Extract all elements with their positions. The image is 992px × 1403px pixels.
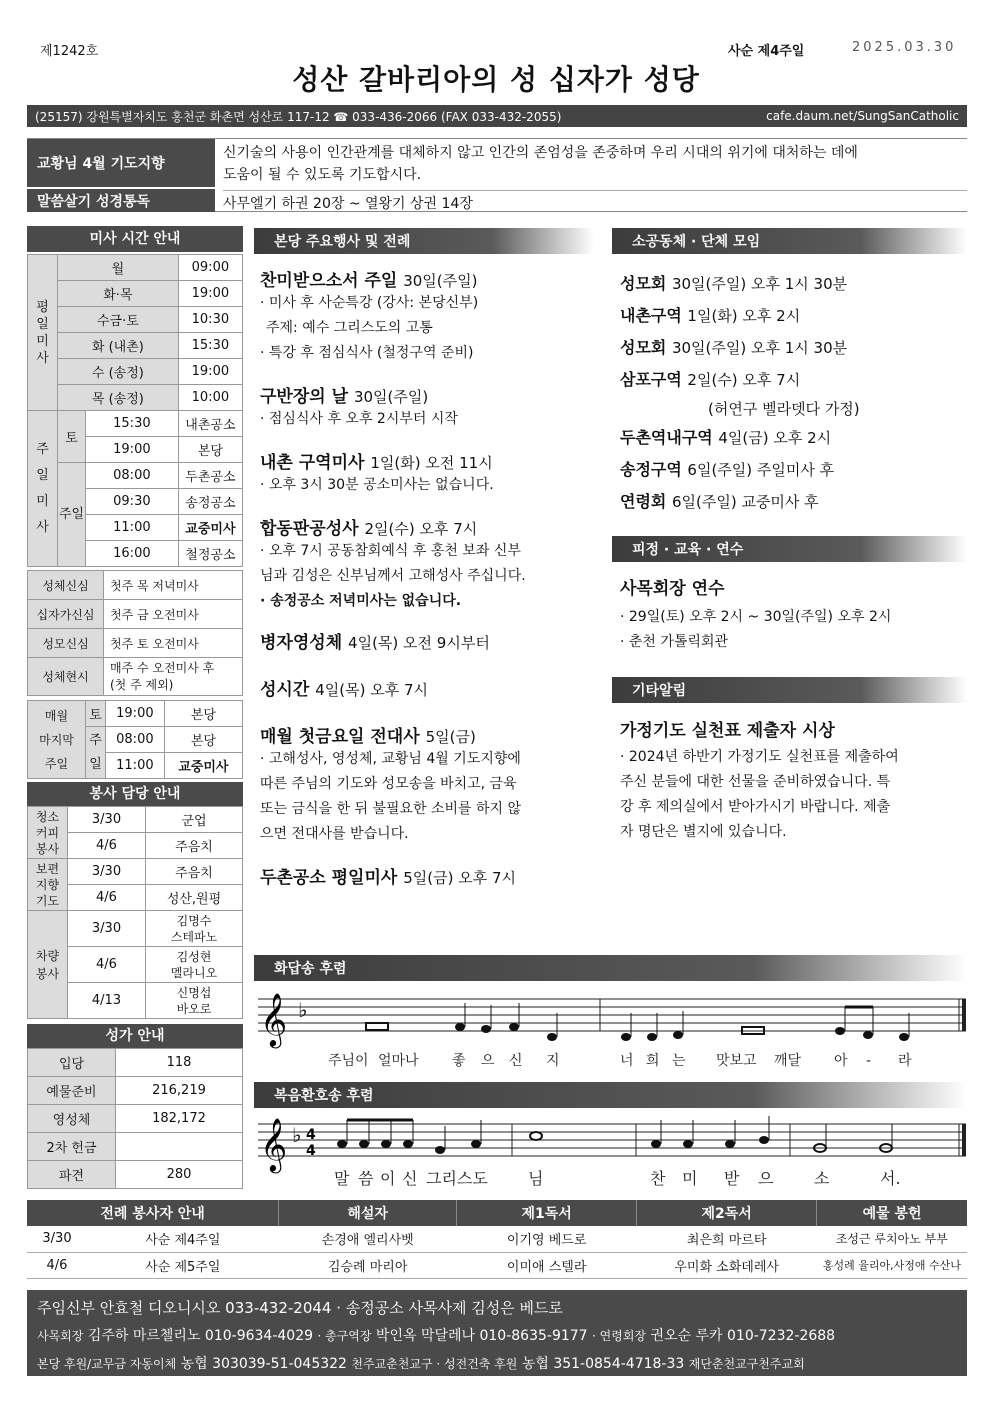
hymn-table xyxy=(27,1048,243,1189)
psalm-score xyxy=(254,985,967,1075)
weekday-time: 19:00 xyxy=(178,281,242,307)
main-events xyxy=(260,266,596,888)
note xyxy=(547,1033,557,1041)
event-title: 내촌 구역미사 1일(화) 오전 11시 xyxy=(260,453,493,473)
roster-cell: 홍성례 율리아,사정애 수산나 xyxy=(817,1252,967,1278)
service-person: 주음치 xyxy=(146,833,243,859)
group-item: 성모회 30일(주일) 오후 1시 30분 xyxy=(620,274,848,293)
event-line: · 미사 후 사순특강 (강사: 본당신부) xyxy=(260,295,479,311)
lyric: 신 xyxy=(402,1169,418,1188)
flat-icon: ♭ xyxy=(298,998,308,1022)
other-line: 자 명단은 별지에 있습니다. xyxy=(620,824,787,840)
monthend-table xyxy=(27,700,243,779)
note xyxy=(481,1025,491,1033)
flat-icon: ♭ xyxy=(292,1123,302,1147)
event-title: 매월 첫금요일 전대사 5일(금) xyxy=(260,727,476,747)
service-person: 김성현 멜라니오 xyxy=(146,947,243,983)
weekday-day: 화 (내촌) xyxy=(58,333,179,359)
psalm-title: 화답송 후렴 xyxy=(254,955,967,981)
bulletin-date: 2025.03.30 xyxy=(852,40,957,55)
event-line: · 점심식사 후 오후 2시부터 시작 xyxy=(260,411,458,427)
intention-block xyxy=(27,138,967,212)
note xyxy=(899,1033,909,1041)
roster-cell: 4/6 xyxy=(27,1252,87,1278)
service-date: 4/13 xyxy=(68,983,146,1019)
other-heading: 가정기도 실천표 제출자 시상 xyxy=(620,721,835,741)
service-person: 신명섭 바오로 xyxy=(146,983,243,1019)
group-item: 연령회 6일(주일) 교중미사 후 xyxy=(620,492,819,511)
mass-time: 11:00 xyxy=(106,753,165,779)
gospel-title: 복음환호송 후렴 xyxy=(254,1082,967,1108)
mass-time: 08:00 xyxy=(106,727,165,753)
service-group-label: 차량 봉사 xyxy=(28,911,68,1019)
group-item: 삼포구역 2일(수) 오후 7시 xyxy=(620,370,801,389)
monthend-label: 매월 마지막 주일 xyxy=(28,701,86,779)
mass-place: 교중미사 xyxy=(178,515,242,541)
weekday-day: 월 xyxy=(58,255,179,281)
devotion-time: 첫주 목 저녁미사 xyxy=(104,571,243,600)
roster-header: 제1독서 xyxy=(457,1200,637,1226)
lyric: 라 xyxy=(898,1053,912,1069)
intention-label: 교황님 4월 기도지향 xyxy=(27,139,215,187)
roster-cell: 이기영 베드로 xyxy=(457,1226,637,1252)
group-item: (허연구 벨라뎃다 가정) xyxy=(708,400,860,418)
devotion-label: 성모신심 xyxy=(28,629,104,658)
service-date: 3/30 xyxy=(68,911,146,947)
intention-text: 신기술의 사용이 인간관계를 대체하지 않고 인간의 존엄성을 존중하며 우리 시대의 위기에 대처하는 데에 도움이 될 수 있도록 기도합시다. xyxy=(223,145,858,183)
main-events-title: 본당 주요행사 및 전례 xyxy=(254,228,594,254)
time-sig-top: 4 xyxy=(306,1127,316,1143)
edu-heading: 사목회장 연수 xyxy=(620,579,725,599)
mass-place: 본당 xyxy=(164,701,242,727)
note xyxy=(647,1033,657,1041)
address-bar xyxy=(27,105,967,127)
lyric: 이 xyxy=(380,1169,396,1188)
lyric: 지 xyxy=(546,1053,560,1069)
devotion-time: 매주 수 오전미사 후 (첫 주 제외) xyxy=(104,658,243,696)
lyric: 좋 xyxy=(452,1053,466,1069)
event-title: 찬미받으소서 주일 30일(주일) xyxy=(260,271,478,291)
mass-place: 두촌공소 xyxy=(178,463,242,489)
group-item: 내촌구역 1일(화) 오후 2시 xyxy=(620,306,801,325)
groups-title: 소공동체 · 단체 모임 xyxy=(612,228,967,254)
event-title: 병자영성체 4일(목) 오전 9시부터 xyxy=(260,633,490,653)
weekday-day: 목 (송정) xyxy=(58,385,179,411)
service-group-label: 청소 커피 봉사 xyxy=(28,807,68,859)
gospel-score xyxy=(254,1110,967,1192)
monthend-day: 토 xyxy=(86,701,106,727)
address-text: (25157) 강원특별자치도 홍천군 화촌면 성산로 117-12 ☎ 033-436-2066 (FAX 033-432-2055) xyxy=(35,109,562,124)
devotion-time: 첫주 토 오전미사 xyxy=(104,629,243,658)
roster-cell: 사순 제4주일 xyxy=(87,1226,279,1252)
lyric: 미 xyxy=(682,1169,698,1188)
mass-place: 송정공소 xyxy=(178,489,242,515)
mass-time: 11:00 xyxy=(86,515,179,541)
service-table xyxy=(27,806,243,1019)
edu-line: · 춘천 가톨릭회관 xyxy=(620,634,729,650)
mass-place: 내촌공소 xyxy=(178,411,242,437)
event-line: 으면 전대사를 받습니다. xyxy=(260,826,409,842)
service-title: 봉사 담당 안내 xyxy=(27,782,243,806)
mass-time: 15:30 xyxy=(86,411,179,437)
treble-clef-icon: 𝄞 xyxy=(260,992,288,1046)
roster-cell: 우미화 소화데레사 xyxy=(637,1252,817,1278)
roster-cell: 3/30 xyxy=(27,1226,87,1252)
lyric: 그리스도 xyxy=(426,1169,488,1188)
hymn-number xyxy=(116,1133,243,1161)
issue-number: 제1242호 xyxy=(40,44,99,59)
breve-note xyxy=(366,1023,388,1030)
treble-clef-icon: 𝄞 xyxy=(260,1117,288,1171)
liturgical-sunday: 사순 제4주일 xyxy=(728,44,805,59)
lyric: - xyxy=(866,1053,872,1069)
devotion-label: 성체신심 xyxy=(28,571,104,600)
service-date: 4/6 xyxy=(68,947,146,983)
lyric: 얼마나 xyxy=(378,1053,419,1069)
service-date: 3/30 xyxy=(68,807,146,833)
lyric: 으 xyxy=(758,1169,774,1188)
hymn-part: 영성체 xyxy=(28,1105,116,1133)
lyric: 희 xyxy=(646,1053,660,1069)
roster-cell: 손경애 엘리사벳 xyxy=(279,1226,457,1252)
lyric: 는 xyxy=(672,1053,686,1069)
note xyxy=(621,1033,631,1041)
roster-cell: 이미애 스텔라 xyxy=(457,1252,637,1278)
note xyxy=(673,1031,683,1039)
lyric: 아 xyxy=(834,1053,848,1069)
hymn-number: 216,219 xyxy=(116,1077,243,1105)
group-meetings xyxy=(620,268,965,518)
weekday-time: 10:30 xyxy=(178,307,242,333)
group-item: 성모회 30일(주일) 오후 1시 30분 xyxy=(620,338,848,357)
note xyxy=(509,1023,519,1031)
mass-time: 19:00 xyxy=(106,701,165,727)
bible-text: 사무엘기 하권 20장 ~ 열왕기 상권 14장 xyxy=(223,190,967,213)
service-group-label: 보편 지향 기도 xyxy=(28,859,68,911)
mass-place: 본당 xyxy=(164,727,242,753)
lyric: 씀 xyxy=(358,1169,374,1188)
mass-time: 16:00 xyxy=(86,541,179,567)
lyric: 깨달 xyxy=(774,1053,802,1069)
edu-block xyxy=(620,574,965,655)
service-date: 3/30 xyxy=(68,859,146,885)
roster-header: 해설자 xyxy=(279,1200,457,1226)
devotion-table xyxy=(27,570,243,696)
event-line: 따른 주님의 기도와 성모송을 바치고, 금육 xyxy=(260,776,517,792)
sunday-sublabel: 주일 xyxy=(58,463,86,567)
roster-cell: 사순 제5주일 xyxy=(87,1252,279,1278)
roster-header: 제2독서 xyxy=(637,1200,817,1226)
lyric: 으 xyxy=(481,1053,495,1069)
roster-cell: 김승례 마리아 xyxy=(279,1252,457,1278)
lyric: 말 xyxy=(334,1169,350,1188)
sunday-label: 주 일 미 사 xyxy=(28,411,58,567)
time-sig-bottom: 4 xyxy=(306,1143,316,1159)
event-line: · 오후 7시 공동참회예식 후 홍천 보좌 신부 xyxy=(260,543,521,559)
devotion-label: 십자가신심 xyxy=(28,600,104,629)
bible-label: 말씀살기 성경통독 xyxy=(27,189,215,212)
footer-accounts: 본당 후원/교무금 자동이체 농협 303039-51-045322 천주교춘천교구 · 성전건축 후원 농협 351-0854-4718-33 재단춘천교구천주교회 xyxy=(37,1356,805,1372)
edu-line: · 29일(토) 오후 2시 ~ 30일(주일) 오후 2시 xyxy=(620,609,892,625)
weekday-time: 10:00 xyxy=(178,385,242,411)
other-line: · 2024년 하반기 가정기도 실천표를 제출하여 xyxy=(620,749,899,765)
weekday-time: 15:30 xyxy=(178,333,242,359)
weekday-time: 19:00 xyxy=(178,359,242,385)
lyric: 찬 xyxy=(650,1169,666,1188)
lyric: 서. xyxy=(880,1169,901,1188)
footer-contacts: 사목회장 김주하 마르첼리노 010-9634-4029 · 총구역장 박인옥 막달레나 010-8635-9177 · 연령회장 권오순 루카 010-7232-2688 xyxy=(37,1328,836,1344)
event-title: 합동판공성사 2일(수) 오후 7시 xyxy=(260,519,478,539)
roster-header: 전례 봉사자 안내 xyxy=(27,1200,279,1226)
devotion-time: 첫주 금 오전미사 xyxy=(104,600,243,629)
hymn-number: 118 xyxy=(116,1049,243,1077)
hymn-number: 280 xyxy=(116,1161,243,1189)
service-person: 군업 xyxy=(146,807,243,833)
service-person: 김명수 스테파노 xyxy=(146,911,243,947)
weekday-time: 09:00 xyxy=(178,255,242,281)
roster-header: 예물 봉헌 xyxy=(817,1200,967,1226)
weekday-day: 수금·토 xyxy=(58,307,179,333)
lyric: 주님이 xyxy=(328,1053,369,1069)
mass-schedule-table xyxy=(27,254,243,567)
mass-place: 철정공소 xyxy=(178,541,242,567)
service-date: 4/6 xyxy=(68,885,146,911)
mass-time: 19:00 xyxy=(86,437,179,463)
mass-place: 본당 xyxy=(178,437,242,463)
mass-time: 09:30 xyxy=(86,489,179,515)
footer xyxy=(27,1290,967,1376)
hymn-title: 성가 안내 xyxy=(27,1024,243,1048)
lyric: 님 xyxy=(528,1169,544,1188)
weekday-label: 평 일 미 사 xyxy=(28,255,58,411)
hymn-part: 예물준비 xyxy=(28,1077,116,1105)
event-line: · 고해성사, 영성체, 교황님 4월 기도지향에 xyxy=(260,751,521,767)
roster-cell: 최은희 마르타 xyxy=(637,1226,817,1252)
monthend-sunday: 주일 xyxy=(86,727,106,779)
event-line: · 송정공소 저녁미사는 없습니다. xyxy=(260,593,462,609)
lyric: 너 xyxy=(620,1053,634,1069)
roster-cell: 조성근 루치아노 부부 xyxy=(817,1226,967,1252)
hymn-part: 파견 xyxy=(28,1161,116,1189)
other-title: 기타알림 xyxy=(612,677,967,703)
cafe-url[interactable]: cafe.daum.net/SungSanCatholic xyxy=(766,109,959,123)
devotion-label: 성체현시 xyxy=(28,658,104,696)
footer-pastor: 주임신부 안효철 디오니시오 033-432-2044 · 송정공소 사목사제 김성은 베드로 xyxy=(37,1299,563,1317)
other-block xyxy=(620,716,965,845)
hymn-part: 2차 헌금 xyxy=(28,1133,116,1161)
page-title: 성산 갈바리아의 성 십자가 성당 xyxy=(292,63,700,96)
event-line: 또는 금식을 한 뒤 불필요한 소비를 하지 않 xyxy=(260,801,522,817)
event-line: 주제: 예수 그리스도의 고통 xyxy=(266,320,433,336)
hymn-part: 입당 xyxy=(28,1049,116,1077)
lyric: 받 xyxy=(724,1169,740,1188)
lyric: 맛보고 xyxy=(716,1053,757,1069)
event-line: 님과 김성은 신부님께서 고해성사 주십니다. xyxy=(260,568,526,584)
weekday-day: 수 (송정) xyxy=(58,359,179,385)
hymn-number: 182,172 xyxy=(116,1105,243,1133)
mass-time: 08:00 xyxy=(86,463,179,489)
roster-row xyxy=(27,1252,967,1278)
event-title: 구반장의 날 30일(주일) xyxy=(260,387,429,407)
group-item: 두촌역내구역 4일(금) 오후 2시 xyxy=(620,428,832,447)
event-title: 두촌공소 평일미사 5일(금) 오후 7시 xyxy=(260,868,516,888)
liturgy-roster-table xyxy=(27,1200,967,1279)
lyric: 소 xyxy=(814,1169,830,1188)
edu-title: 피정 · 교육 · 연수 xyxy=(612,536,967,562)
other-line: 주신 분들에 대한 선물을 준비하였습니다. 특 xyxy=(620,774,891,790)
service-person: 주음치 xyxy=(146,859,243,885)
note xyxy=(863,1031,873,1039)
note xyxy=(835,1027,845,1035)
group-item: 송정구역 6일(주일) 주일미사 후 xyxy=(620,460,835,479)
event-line: · 특강 후 점심식사 (철정구역 준비) xyxy=(260,345,474,361)
mass-title: 미사 시간 안내 xyxy=(27,226,243,252)
other-line: 강 후 제의실에서 받아가시기 바랍니다. 제출 xyxy=(620,799,891,815)
saturday-label: 토 xyxy=(58,411,86,463)
note xyxy=(455,1023,465,1031)
lyric: 신 xyxy=(509,1053,523,1069)
mass-place: 교중미사 xyxy=(164,753,242,779)
roster-row xyxy=(27,1226,967,1252)
service-date: 4/6 xyxy=(68,833,146,859)
event-title: 성시간 4일(목) 오후 7시 xyxy=(260,680,428,700)
weekday-day: 화·목 xyxy=(58,281,179,307)
service-person: 성산,원평 xyxy=(146,885,243,911)
event-line: · 오후 3시 30분 공소미사는 없습니다. xyxy=(260,477,494,493)
